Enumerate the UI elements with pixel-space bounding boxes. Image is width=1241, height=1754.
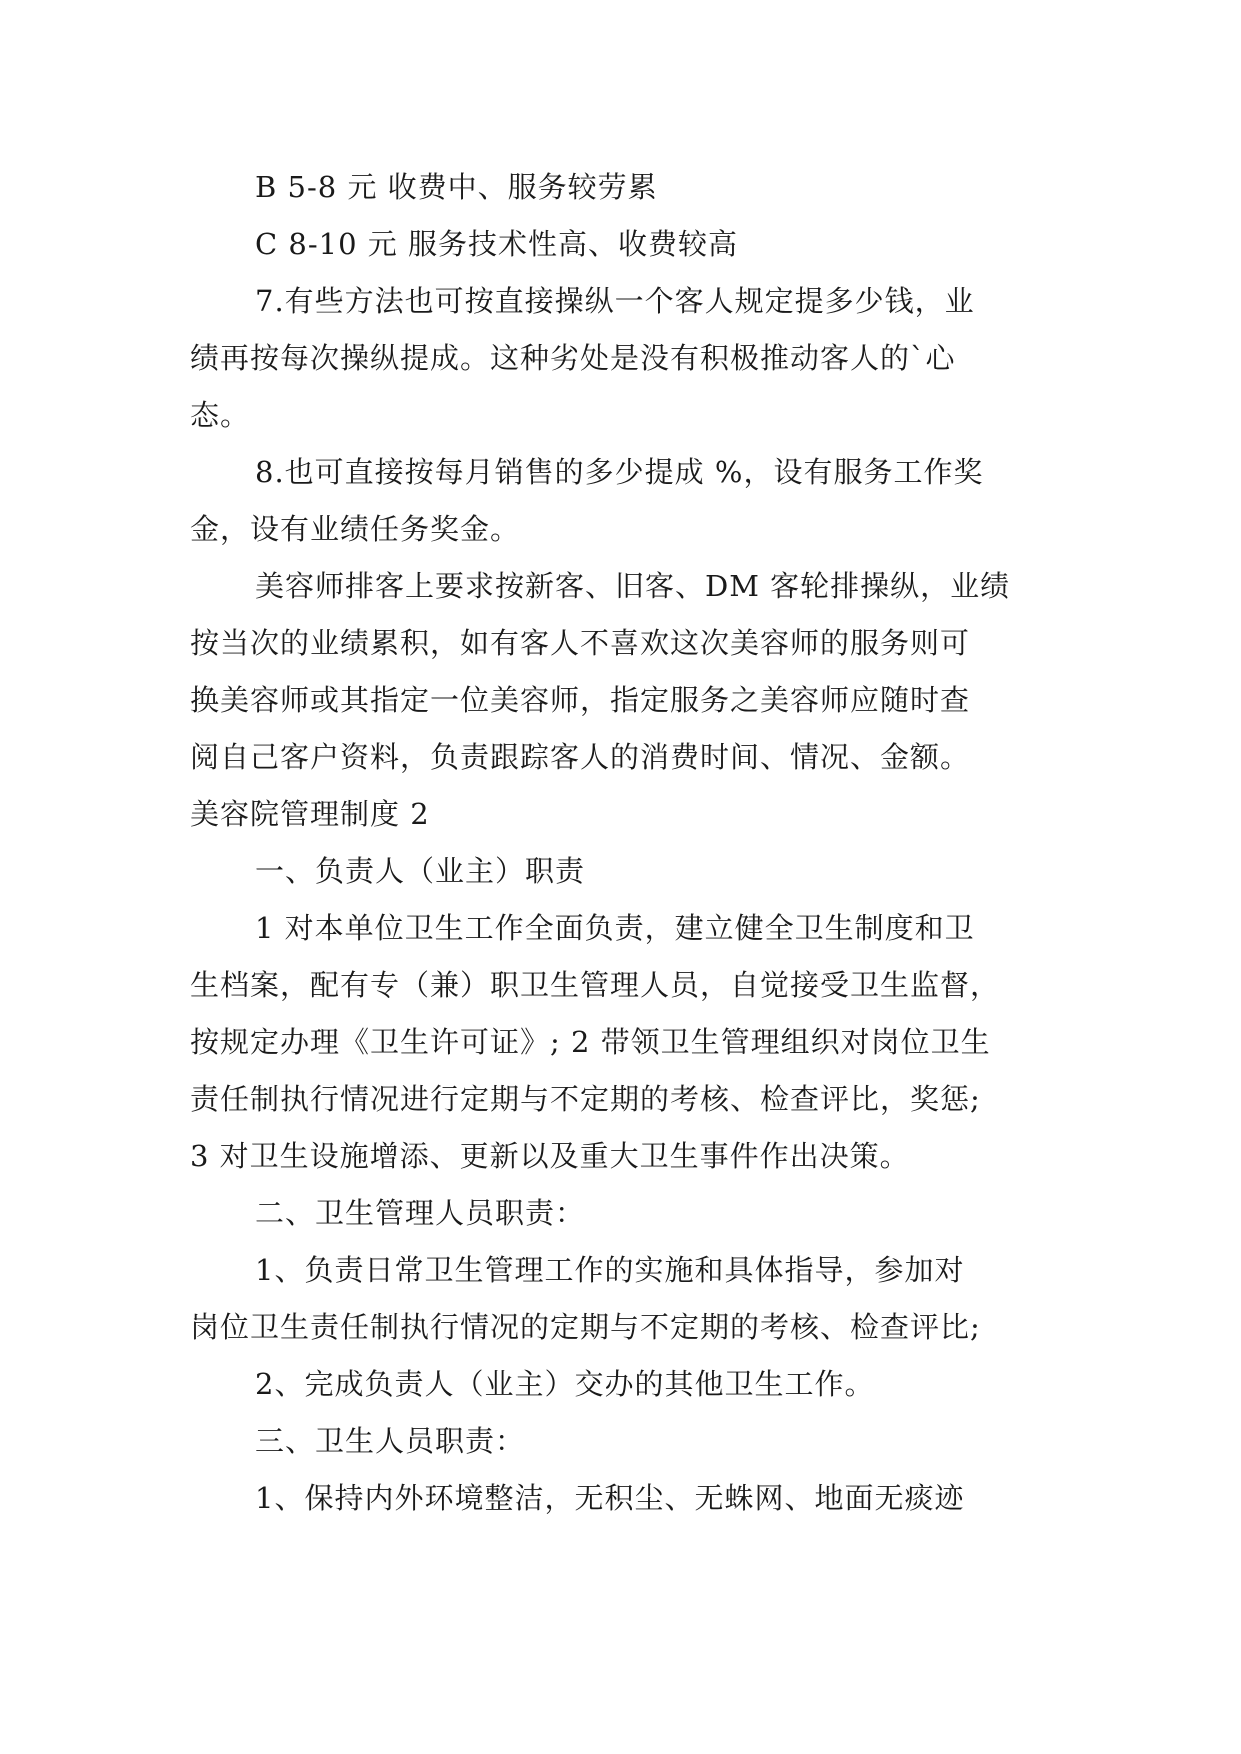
section-heading: 美容院管理制度 2 — [190, 797, 430, 831]
subsection-heading: 二、卫生管理人员职责： — [255, 1196, 586, 1230]
text-line: 2、完成负责人（业主）交办的其他卫生工作。 — [255, 1367, 875, 1401]
text-line: 按规定办理《卫生许可证》; 2 带领卫生管理组织对岗位卫生 — [190, 1025, 991, 1059]
text-line: 1、保持内外环境整洁，无积尘、无蛛网、地面无痰迹 — [255, 1481, 965, 1515]
text-line: 美容师排客上要求按新客、旧客、DM 客轮排操纵，业绩 — [255, 569, 1011, 603]
text-line: 1 对本单位卫生工作全面负责，建立健全卫生制度和卫 — [255, 911, 975, 945]
text-line: 8.也可直接按每月销售的多少提成 %，设有服务工作奖 — [255, 455, 984, 489]
text-line: 绩再按每次操纵提成。这种劣处是没有积极推动客人的`心 — [190, 341, 956, 375]
text-line: 1、负责日常卫生管理工作的实施和具体指导，参加对 — [255, 1253, 965, 1287]
subsection-heading: 三、卫生人员职责： — [255, 1424, 526, 1458]
text-line: 生档案，配有专（兼）职卫生管理人员，自觉接受卫生监督， — [190, 968, 1001, 1002]
text-line: 金，设有业绩任务奖金。 — [190, 512, 521, 546]
text-line: 阅自己客户资料，负责跟踪客人的消费时间、情况、金额。 — [190, 740, 971, 774]
text-line: C 8-10 元 服务技术性高、收费较高 — [255, 227, 738, 261]
text-line: 3 对卫生设施增添、更新以及重大卫生事件作出决策。 — [190, 1139, 910, 1173]
text-line: 责任制执行情况进行定期与不定期的考核、检查评比，奖惩; — [190, 1082, 981, 1116]
text-line: 换美容师或其指定一位美容师，指定服务之美容师应随时查 — [190, 683, 971, 717]
subsection-heading: 一、负责人（业主）职责 — [255, 854, 586, 888]
text-line: 7.有些方法也可按直接操纵一个客人规定提多少钱，业 — [255, 284, 975, 318]
text-line: B 5-8 元 收费中、服务较劳累 — [255, 170, 658, 204]
text-line: 态。 — [190, 398, 251, 432]
text-line: 按当次的业绩累积，如有客人不喜欢这次美容师的服务则可 — [190, 626, 971, 660]
text-line: 岗位卫生责任制执行情况的定期与不定期的考核、检查评比; — [190, 1310, 981, 1344]
